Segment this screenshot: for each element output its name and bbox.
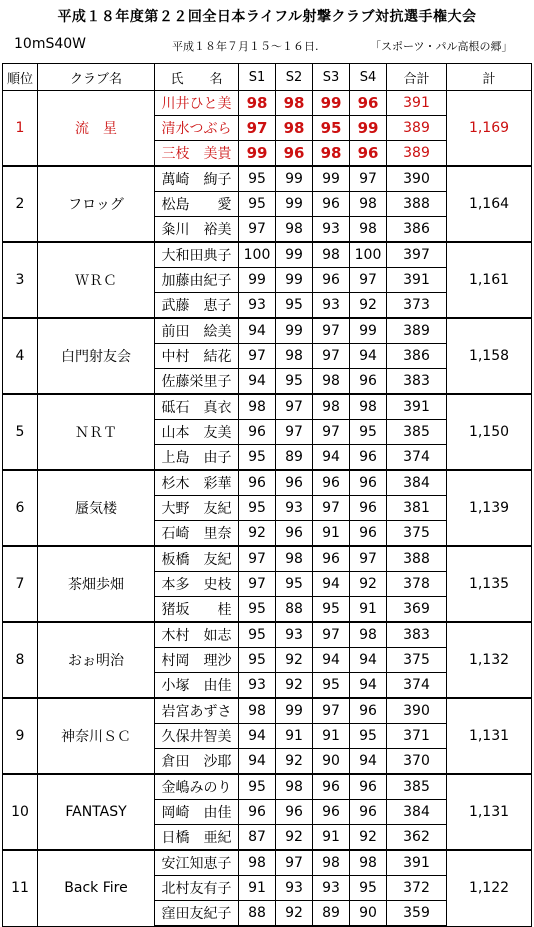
score-s2: 88	[276, 597, 313, 623]
table-row	[3, 242, 532, 268]
score-s2: 99	[276, 318, 313, 344]
shooter-subtotal: 375	[387, 648, 447, 673]
shooter-subtotal: 384	[387, 470, 447, 496]
score-s1: 92	[239, 521, 276, 547]
score-s4: 96	[350, 496, 387, 521]
score-s3: 98	[313, 850, 350, 876]
shooter-name: 佐藤栄里子	[155, 369, 239, 395]
score-s4: 98	[350, 850, 387, 876]
score-s1: 93	[239, 293, 276, 319]
col-club-header: クラブ名	[38, 64, 155, 91]
score-s2: 95	[276, 572, 313, 597]
shooter-subtotal: 372	[387, 876, 447, 901]
score-s4: 94	[350, 344, 387, 369]
score-s1: 95	[239, 192, 276, 217]
score-s2: 91	[276, 724, 313, 749]
score-s4: 94	[350, 648, 387, 673]
score-s4: 96	[350, 91, 387, 116]
score-s2: 95	[276, 293, 313, 319]
team-total: 1,132	[447, 622, 532, 698]
shooter-name: 大野 友紀	[155, 496, 239, 521]
score-s1: 98	[239, 850, 276, 876]
score-s4: 92	[350, 293, 387, 319]
score-s4: 94	[350, 673, 387, 699]
team-club-name: FANTASY	[38, 774, 155, 850]
score-s3: 95	[313, 673, 350, 699]
table-row	[3, 698, 532, 724]
score-s3: 96	[313, 546, 350, 572]
shooter-name: 板橋 友紀	[155, 546, 239, 572]
shooter-name: 久保井智美	[155, 724, 239, 749]
team-total: 1,150	[447, 394, 532, 470]
shooter-name: 山本 友美	[155, 420, 239, 445]
score-s3: 91	[313, 825, 350, 851]
score-s4: 90	[350, 901, 387, 927]
score-s3: 94	[313, 648, 350, 673]
shooter-subtotal: 391	[387, 850, 447, 876]
score-s4: 97	[350, 166, 387, 192]
shooter-subtotal: 375	[387, 521, 447, 547]
table-row	[3, 318, 532, 344]
shooter-subtotal: 386	[387, 217, 447, 243]
shooter-name: 前田 絵美	[155, 318, 239, 344]
score-s3: 99	[313, 166, 350, 192]
shooter-name: 萬崎 絢子	[155, 166, 239, 192]
score-s3: 94	[313, 445, 350, 471]
score-s1: 95	[239, 166, 276, 192]
score-s2: 97	[276, 850, 313, 876]
score-s2: 92	[276, 749, 313, 775]
score-s1: 98	[239, 394, 276, 420]
shooter-subtotal: 359	[387, 901, 447, 927]
shooter-subtotal: 386	[387, 344, 447, 369]
shooter-subtotal: 391	[387, 91, 447, 116]
shooter-name: 三枝 美貴	[155, 141, 239, 167]
score-s2: 99	[276, 698, 313, 724]
shooter-subtotal: 397	[387, 242, 447, 268]
team-club-name: フロッグ	[38, 166, 155, 242]
col-s4-header: S4	[350, 64, 387, 91]
score-s1: 97	[239, 344, 276, 369]
table-row	[3, 394, 532, 420]
shooter-name: 加藤由紀子	[155, 268, 239, 293]
score-s1: 100	[239, 242, 276, 268]
score-s4: 96	[350, 698, 387, 724]
team-total: 1,135	[447, 546, 532, 622]
score-s4: 91	[350, 597, 387, 623]
score-s3: 93	[313, 217, 350, 243]
score-s4: 96	[350, 445, 387, 471]
shooter-subtotal: 389	[387, 318, 447, 344]
shooter-subtotal: 391	[387, 394, 447, 420]
table-row	[3, 166, 532, 192]
shooter-name: 本多 史枝	[155, 572, 239, 597]
team-club-name: ＮＲＴ	[38, 394, 155, 470]
shooter-name: 小塚 由佳	[155, 673, 239, 699]
score-s3: 97	[313, 420, 350, 445]
shooter-subtotal: 369	[387, 597, 447, 623]
score-s1: 91	[239, 876, 276, 901]
shooter-name: 大和田典子	[155, 242, 239, 268]
score-s3: 93	[313, 293, 350, 319]
score-s3: 89	[313, 901, 350, 927]
score-s1: 98	[239, 698, 276, 724]
score-s2: 99	[276, 268, 313, 293]
team-total: 1,131	[447, 774, 532, 850]
score-s1: 98	[239, 91, 276, 116]
score-s2: 98	[276, 546, 313, 572]
score-s1: 97	[239, 546, 276, 572]
score-s3: 91	[313, 724, 350, 749]
score-s4: 95	[350, 876, 387, 901]
team-total: 1,139	[447, 470, 532, 546]
score-s1: 95	[239, 622, 276, 648]
score-s1: 95	[239, 774, 276, 800]
score-s3: 97	[313, 496, 350, 521]
shooter-subtotal: 385	[387, 420, 447, 445]
score-s4: 97	[350, 546, 387, 572]
shooter-subtotal: 389	[387, 116, 447, 141]
score-s3: 97	[313, 344, 350, 369]
score-s1: 93	[239, 673, 276, 699]
shooter-subtotal: 373	[387, 293, 447, 319]
team-club-name: 蜃気楼	[38, 470, 155, 546]
score-s3: 96	[313, 774, 350, 800]
score-s2: 99	[276, 242, 313, 268]
score-s4: 99	[350, 116, 387, 141]
team-rank: 6	[3, 470, 38, 546]
shooter-name: 倉田 沙耶	[155, 749, 239, 775]
score-s1: 97	[239, 217, 276, 243]
score-s1: 95	[239, 496, 276, 521]
team-club-name: 白門射友会	[38, 318, 155, 394]
col-name-header: 氏 名	[155, 64, 239, 91]
score-s4: 98	[350, 192, 387, 217]
score-s4: 96	[350, 141, 387, 167]
score-s2: 96	[276, 800, 313, 825]
results-table	[2, 63, 532, 927]
shooter-subtotal: 381	[387, 496, 447, 521]
score-s1: 87	[239, 825, 276, 851]
shooter-subtotal: 388	[387, 546, 447, 572]
score-s3: 93	[313, 876, 350, 901]
score-s3: 96	[313, 470, 350, 496]
score-s4: 94	[350, 749, 387, 775]
score-s2: 97	[276, 420, 313, 445]
score-s1: 99	[239, 268, 276, 293]
score-s2: 89	[276, 445, 313, 471]
score-s1: 94	[239, 369, 276, 395]
score-s4: 99	[350, 318, 387, 344]
team-club-name: 神奈川ＳＣ	[38, 698, 155, 774]
team-total: 1,164	[447, 166, 532, 242]
team-total: 1,161	[447, 242, 532, 318]
score-s4: 95	[350, 724, 387, 749]
shooter-name: 武藤 恵子	[155, 293, 239, 319]
score-s2: 96	[276, 470, 313, 496]
col-subtotal-header: 合計	[387, 64, 447, 91]
score-s2: 93	[276, 876, 313, 901]
table-row	[3, 91, 532, 116]
score-s3: 99	[313, 91, 350, 116]
shooter-name: 木村 如志	[155, 622, 239, 648]
score-s4: 98	[350, 622, 387, 648]
score-s3: 98	[313, 394, 350, 420]
score-s4: 98	[350, 217, 387, 243]
col-total-header: 計	[447, 64, 532, 91]
page-title: 平成１８年度第２２回全日本ライフル射撃クラブ対抗選手権大会	[57, 9, 477, 25]
shooter-subtotal: 385	[387, 774, 447, 800]
score-s1: 88	[239, 901, 276, 927]
score-s4: 100	[350, 242, 387, 268]
shooter-name: 岩宮あずさ	[155, 698, 239, 724]
team-rank: 8	[3, 622, 38, 698]
shooter-name: 中村 結花	[155, 344, 239, 369]
shooter-name: 清水つぶら	[155, 116, 239, 141]
score-s2: 92	[276, 648, 313, 673]
team-club-name: Back Fire	[38, 850, 155, 926]
shooter-name: 日橋 亜紀	[155, 825, 239, 851]
score-s3: 96	[313, 192, 350, 217]
shooter-name: 粂川 裕美	[155, 217, 239, 243]
team-total: 1,169	[447, 91, 532, 167]
shooter-subtotal: 390	[387, 166, 447, 192]
col-s2-header: S2	[276, 64, 313, 91]
score-s1: 95	[239, 597, 276, 623]
team-club-name: 茶畑歩畑	[38, 546, 155, 622]
team-total: 1,158	[447, 318, 532, 394]
score-s2: 98	[276, 774, 313, 800]
col-s3-header: S3	[313, 64, 350, 91]
score-s1: 96	[239, 470, 276, 496]
team-rank: 10	[3, 774, 38, 850]
score-s2: 98	[276, 91, 313, 116]
table-row	[3, 470, 532, 496]
team-club-name: ＷＲＣ	[38, 242, 155, 318]
shooter-subtotal: 378	[387, 572, 447, 597]
shooter-subtotal: 383	[387, 369, 447, 395]
score-s1: 94	[239, 724, 276, 749]
score-s4: 98	[350, 394, 387, 420]
team-rank: 11	[3, 850, 38, 926]
shooter-name: 安江知恵子	[155, 850, 239, 876]
team-rank: 1	[3, 91, 38, 167]
score-s1: 97	[239, 572, 276, 597]
team-total: 1,122	[447, 850, 532, 926]
score-s2: 96	[276, 521, 313, 547]
col-rank-header: 順位	[3, 64, 38, 91]
event-date: 平成１８年７月１５～１６日.	[172, 40, 319, 53]
col-s1-header: S1	[239, 64, 276, 91]
shooter-name: 窪田友紀子	[155, 901, 239, 927]
score-s3: 96	[313, 268, 350, 293]
score-s4: 92	[350, 572, 387, 597]
event-name: 10mS40W	[14, 36, 86, 52]
table-row	[3, 850, 532, 876]
shooter-name: 上島 由子	[155, 445, 239, 471]
score-s3: 97	[313, 622, 350, 648]
shooter-subtotal: 389	[387, 141, 447, 167]
score-s1: 95	[239, 445, 276, 471]
score-s1: 96	[239, 420, 276, 445]
table-row	[3, 774, 532, 800]
shooter-subtotal: 374	[387, 673, 447, 699]
score-s2: 92	[276, 825, 313, 851]
team-rank: 2	[3, 166, 38, 242]
header-row	[3, 64, 532, 91]
score-s2: 92	[276, 673, 313, 699]
score-s2: 99	[276, 192, 313, 217]
score-s1: 96	[239, 800, 276, 825]
team-rank: 9	[3, 698, 38, 774]
score-s2: 98	[276, 217, 313, 243]
score-s4: 92	[350, 825, 387, 851]
score-s2: 97	[276, 394, 313, 420]
score-s3: 97	[313, 318, 350, 344]
score-s1: 95	[239, 648, 276, 673]
event-venue: 「スポーツ・パル高根の郷」	[370, 40, 513, 53]
team-rank: 5	[3, 394, 38, 470]
score-s4: 96	[350, 521, 387, 547]
score-s3: 95	[313, 116, 350, 141]
shooter-name: 岡崎 由佳	[155, 800, 239, 825]
shooter-subtotal: 374	[387, 445, 447, 471]
score-s3: 97	[313, 698, 350, 724]
score-s2: 99	[276, 166, 313, 192]
score-s4: 96	[350, 774, 387, 800]
shooter-name: 杉木 彩華	[155, 470, 239, 496]
team-total: 1,131	[447, 698, 532, 774]
shooter-name: 金嶋みのり	[155, 774, 239, 800]
score-s3: 98	[313, 369, 350, 395]
score-s2: 95	[276, 369, 313, 395]
score-s2: 98	[276, 116, 313, 141]
score-s4: 96	[350, 369, 387, 395]
shooter-subtotal: 371	[387, 724, 447, 749]
team-club-name: おぉ明治	[38, 622, 155, 698]
shooter-subtotal: 388	[387, 192, 447, 217]
score-s1: 97	[239, 116, 276, 141]
team-rank: 3	[3, 242, 38, 318]
score-s2: 98	[276, 344, 313, 369]
team-club-name: 流 星	[38, 91, 155, 167]
score-s3: 94	[313, 572, 350, 597]
score-s4: 97	[350, 268, 387, 293]
score-s4: 96	[350, 800, 387, 825]
shooter-name: 北村友有子	[155, 876, 239, 901]
score-s3: 91	[313, 521, 350, 547]
table-row	[3, 546, 532, 572]
score-s1: 94	[239, 749, 276, 775]
shooter-subtotal: 383	[387, 622, 447, 648]
shooter-subtotal: 384	[387, 800, 447, 825]
shooter-name: 村岡 理沙	[155, 648, 239, 673]
team-rank: 4	[3, 318, 38, 394]
table-row	[3, 622, 532, 648]
shooter-name: 砥石 真衣	[155, 394, 239, 420]
score-s2: 93	[276, 496, 313, 521]
score-s2: 92	[276, 901, 313, 927]
score-s3: 90	[313, 749, 350, 775]
shooter-name: 猪坂 桂	[155, 597, 239, 623]
shooter-subtotal: 391	[387, 268, 447, 293]
score-s4: 96	[350, 470, 387, 496]
score-s1: 99	[239, 141, 276, 167]
score-s3: 95	[313, 597, 350, 623]
score-s1: 94	[239, 318, 276, 344]
shooter-subtotal: 370	[387, 749, 447, 775]
score-s3: 96	[313, 800, 350, 825]
shooter-subtotal: 390	[387, 698, 447, 724]
shooter-name: 川井ひと美	[155, 91, 239, 116]
score-s4: 95	[350, 420, 387, 445]
score-s2: 96	[276, 141, 313, 167]
shooter-name: 松島 愛	[155, 192, 239, 217]
results-body	[3, 91, 532, 927]
score-s2: 93	[276, 622, 313, 648]
team-rank: 7	[3, 546, 38, 622]
shooter-subtotal: 362	[387, 825, 447, 851]
score-s3: 98	[313, 141, 350, 167]
score-s3: 98	[313, 242, 350, 268]
shooter-name: 石崎 里奈	[155, 521, 239, 547]
